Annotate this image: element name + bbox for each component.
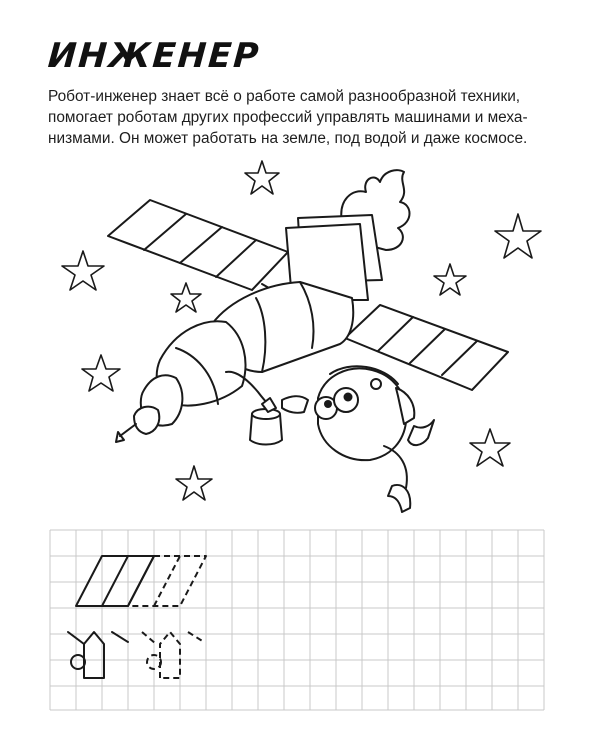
description-line-2: помогает роботам других профессий управлять машинами и меха- bbox=[48, 109, 528, 126]
tracing-panel bbox=[76, 556, 206, 606]
star-icon bbox=[62, 251, 104, 290]
robot-engineer bbox=[282, 366, 434, 512]
star-icon bbox=[171, 283, 201, 312]
description-line-3: низмами. Он может работать на земле, под водой и даже космосе. bbox=[48, 130, 528, 147]
description-line-1: Робот-инженер знает всё о работе самой разнообразной техники, bbox=[48, 88, 521, 105]
star-icon bbox=[82, 355, 120, 391]
tracing-oil-can bbox=[68, 632, 204, 678]
star-icon bbox=[495, 214, 541, 258]
star-icon bbox=[245, 161, 279, 194]
page-title: ИНЖЕНЕР bbox=[46, 36, 262, 76]
solar-panel-left bbox=[108, 200, 290, 300]
star-icon bbox=[434, 264, 466, 295]
star-icon bbox=[176, 466, 212, 500]
star-icon bbox=[470, 429, 510, 466]
